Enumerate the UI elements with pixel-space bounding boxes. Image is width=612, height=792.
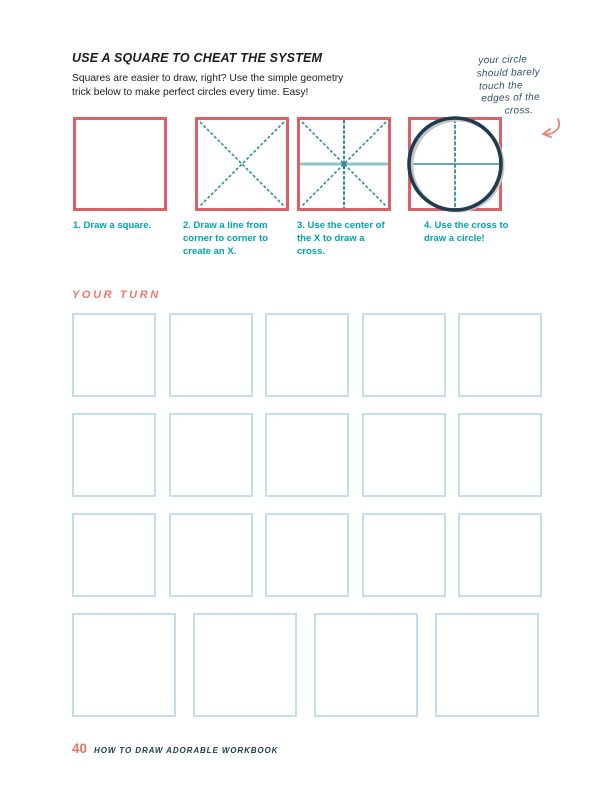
practice-grid-row xyxy=(72,513,542,597)
intro-line: Squares are easier to draw, right? Use the simple geometry xyxy=(72,73,344,84)
practice-square xyxy=(169,513,253,597)
step-4-figure-square-with-cross-and-circle xyxy=(408,117,502,211)
step-2-figure-square-with-x xyxy=(195,117,289,211)
practice-square xyxy=(169,313,253,397)
practice-square xyxy=(193,613,297,717)
intro-line: trick below to make perfect circles every time. Easy! xyxy=(72,86,309,98)
practice-square xyxy=(72,413,156,497)
step-2 xyxy=(183,117,289,258)
practice-square xyxy=(362,513,446,597)
step-3 xyxy=(297,117,397,258)
cross-and-circle-drawing xyxy=(408,117,502,211)
practice-grid-row xyxy=(72,413,542,497)
practice-grid-row xyxy=(72,313,542,397)
note-line: should barely xyxy=(476,66,541,80)
section-title: USE A SQUARE TO CHEAT THE SYSTEM xyxy=(72,51,323,65)
x-and-cross-drawing xyxy=(297,117,391,211)
practice-grid-row xyxy=(72,613,539,717)
step-1-caption: 1. Draw a square. xyxy=(73,220,152,231)
page-footer xyxy=(72,741,278,756)
your-turn-heading: YOUR TURN xyxy=(72,289,161,301)
intro-text xyxy=(72,72,372,99)
step-1-figure-empty-square xyxy=(73,117,167,211)
practice-square xyxy=(435,613,539,717)
practice-square xyxy=(169,413,253,497)
practice-square xyxy=(362,313,446,397)
practice-square xyxy=(72,313,156,397)
practice-square xyxy=(265,413,349,497)
step-4-caption: 4. Use the cross to draw a circle! xyxy=(424,220,509,244)
practice-square xyxy=(362,413,446,497)
note-line: cross. xyxy=(504,105,534,117)
practice-square xyxy=(265,313,349,397)
handwritten-note xyxy=(478,53,590,120)
step-1 xyxy=(73,117,173,232)
step-3-caption: 3. Use the center of the X to draw a cross. xyxy=(297,220,385,257)
curved-arrow-icon xyxy=(534,116,564,146)
page-number: 40 xyxy=(72,741,88,756)
practice-square xyxy=(458,513,542,597)
practice-square xyxy=(458,413,542,497)
practice-square xyxy=(72,513,156,597)
practice-grid xyxy=(72,313,542,717)
note-line: your circle xyxy=(478,54,528,67)
practice-square xyxy=(265,513,349,597)
book-title: HOW TO DRAW ADORABLE WORKBOOK xyxy=(94,746,279,755)
practice-square xyxy=(72,613,176,717)
practice-square xyxy=(314,613,418,717)
note-line: touch the xyxy=(478,79,523,93)
step-3-figure-square-with-x-and-cross xyxy=(297,117,391,211)
note-line: edges of the xyxy=(481,92,541,105)
practice-square xyxy=(458,313,542,397)
x-lines-drawing xyxy=(195,117,289,211)
step-2-caption: 2. Draw a line from corner to corner to create an X. xyxy=(183,220,268,257)
step-4 xyxy=(408,117,514,245)
